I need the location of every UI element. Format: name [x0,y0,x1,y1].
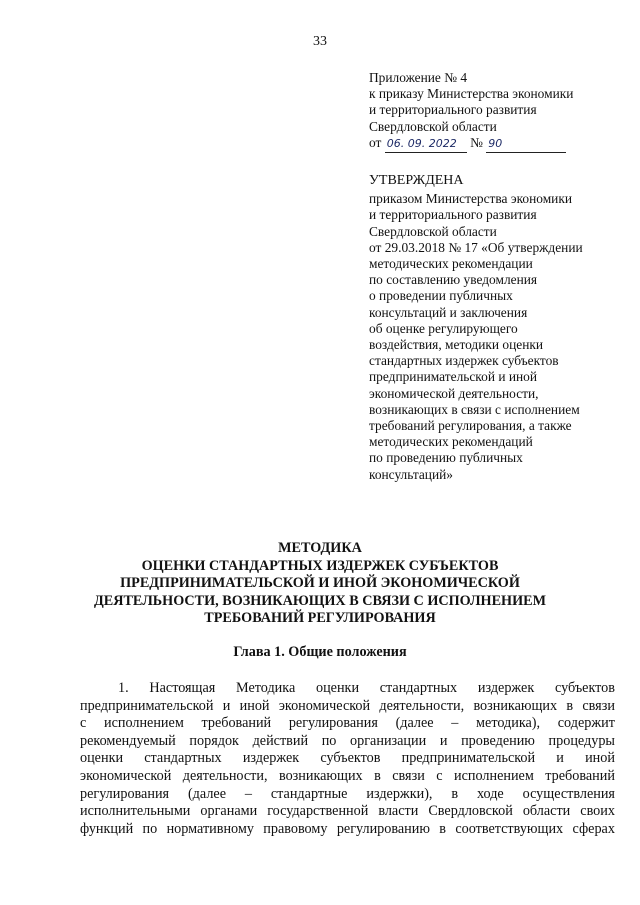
appendix-block [369,70,573,153]
word: действий [252,732,309,749]
approved-line: воздействия, методики оценки [369,337,544,353]
approved-line: от 29.03.2018 № 17 «Об утверждении [369,239,583,255]
word: издержек [242,750,300,767]
paragraph-line [80,680,615,698]
word: и [439,732,448,749]
word: (далее [395,715,434,732]
word: по [321,732,337,749]
word: оценки [315,680,360,696]
approved-line: по составлению уведомления [369,272,538,288]
word: экономической [80,767,172,784]
handwritten-number: 90 [486,136,566,153]
paragraph-line [80,803,615,821]
paragraph-line [80,821,615,839]
word: субъектов [554,680,615,696]
approved-heading: УТВЕРЖДЕНА [369,173,464,188]
word: организации [350,732,427,749]
word: оценки [80,750,124,767]
approved-block [369,173,583,483]
word: деятельности, [182,767,268,784]
document-title [80,540,560,628]
word: деятельности, [379,697,465,714]
word: Методика [236,680,296,696]
title-line: ДЕЯТЕЛЬНОСТИ, ВОЗНИКАЮЩИХ В СВЯЗИ С ИСПОЛНЕНИЕМ [94,592,546,609]
title-line: МЕТОДИКА [278,540,362,556]
word: содержит [557,715,615,732]
approved-line: возникающих в связи с исполнением [369,401,580,417]
appendix-line: Свердловской области [369,118,497,134]
approved-line: методических рекомендаций [369,434,533,450]
chapter-heading: Глава 1. Общие положения [233,644,407,660]
word: области [522,803,571,820]
word: порядок [189,732,239,749]
word: с [80,715,87,732]
word: исполнением [103,715,184,732]
word: иной [585,750,615,767]
word: функций [80,820,134,837]
approved-line: предпринимательской и иной [369,369,538,385]
date-prefix: от [369,134,382,150]
word: – [451,715,459,732]
word: сферах [572,820,615,837]
word: в [566,697,574,714]
appendix-line: и территориального развития [369,102,537,118]
word: и [556,750,564,767]
word: в [374,767,381,784]
word: в [451,785,459,802]
approved-line: приказом Министерства экономики [369,191,573,207]
word: возникающих [473,697,558,714]
approved-line: стандартных издержек субъектов [369,353,559,369]
approved-line: требований регулирования, а также [369,418,572,434]
approved-line: методических рекомендации [369,256,533,272]
body-paragraph [80,680,615,838]
paragraph-line [80,750,615,768]
handwritten-date: 06. 09. 2022 [385,136,467,153]
word: осуществления [522,785,615,802]
word: Настоящая [149,680,216,696]
paragraph-line [80,768,615,786]
paragraph-line [80,733,615,751]
word: правовому [263,820,328,837]
word: (далее [187,785,226,802]
word: органами [200,803,258,820]
word: стандартные [270,785,348,802]
approved-line: и территориального развития [369,207,537,223]
page-number: 33 [313,34,327,49]
word: своих [580,803,615,820]
word: – [244,785,252,802]
word: связи [582,697,615,714]
word: регулированию [336,820,430,837]
approved-line: экономической деятельности, [369,385,539,401]
word: регулирования [288,715,378,732]
number-prefix: № [470,134,483,150]
word: требований [545,767,615,784]
approved-line: консультаций и заключения [369,304,528,320]
word: власти [378,803,419,820]
word: предпринимательской [401,750,536,767]
word: требований [201,715,272,732]
word: иной [239,697,270,714]
title-line: ПРЕДПРИНИМАТЕЛЬСКОЙ И ИНОЙ ЭКОНОМИЧЕСКОЙ [120,575,520,592]
approved-line: по проведению публичных [369,450,523,466]
word: возникающих [278,767,363,784]
title-line: ОЦЕНКИ СТАНДАРТНЫХ ИЗДЕРЖЕК СУБЪЕКТОВ [141,557,499,574]
word: и [222,697,231,714]
word: исполнением [454,767,534,784]
word: проведению [461,732,535,749]
word: рекомендуемый [80,732,176,749]
word: экономической [278,697,371,714]
appendix-line: Приложение № 4 [369,70,468,85]
approved-line: Свердловской области [369,223,497,239]
title-line: ТРЕБОВАНИЙ РЕГУЛИРОВАНИЯ [204,610,436,627]
word: регулирования [80,785,170,802]
appendix-line: к приказу Министерства экономики [369,86,574,102]
word: стандартных [379,680,458,696]
word: с [436,767,443,784]
word: издержек [477,680,535,696]
word: стандартных [144,750,222,767]
word: субъектов [320,750,381,767]
paragraph-line [80,715,615,733]
word: издержки), [366,785,433,802]
word: Свердловской [428,803,513,820]
approved-line: консультаций» [369,466,453,482]
appendix-date-line [369,135,573,153]
word: исполнительными [80,803,191,820]
word: ходе [476,785,504,802]
word: 1. [118,680,129,696]
word: предпринимательской [80,697,214,714]
word: соответствующих [455,820,564,837]
word: государственной [267,803,369,820]
paragraph-line [80,786,615,804]
approved-line: об оценке регулирующего [369,320,518,336]
word: методика), [476,715,541,732]
word: нормативному [166,820,254,837]
word: по [142,820,158,837]
word: в [439,820,446,837]
word: процедуры [548,732,615,749]
paragraph-line [80,698,615,716]
word: связи [392,767,425,784]
approved-line: о проведении публичных [369,288,513,304]
